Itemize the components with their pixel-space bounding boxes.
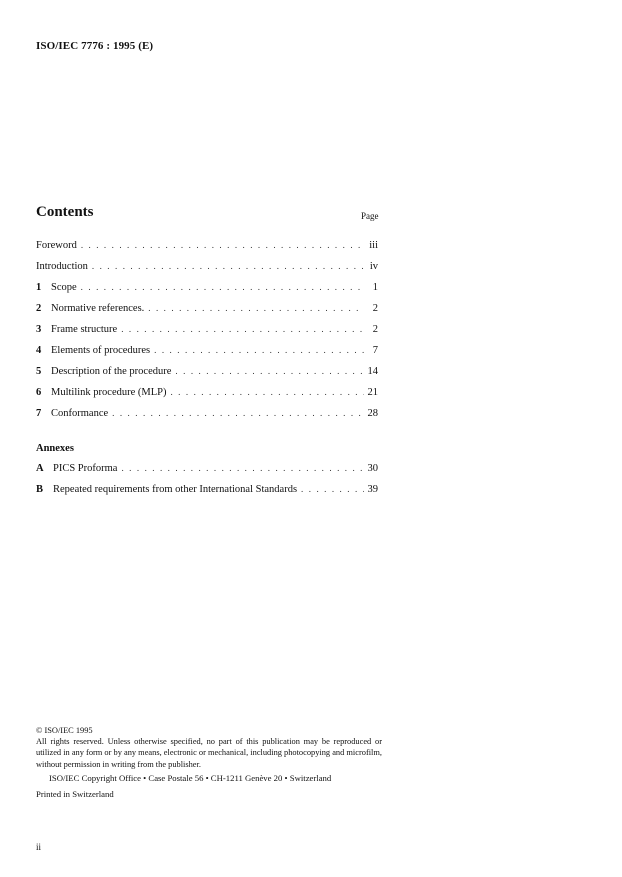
annex-entry-page: 30	[367, 463, 378, 474]
contents-heading: Contents	[36, 204, 94, 220]
leader-dots	[92, 261, 364, 271]
toc-entry-page: 1	[372, 282, 378, 293]
page-number: ii	[36, 842, 42, 852]
toc-entry-title: Elements of procedures	[51, 345, 151, 356]
toc-entry-page: 28	[367, 408, 378, 419]
page-column-label: Page	[361, 211, 379, 221]
toc-entry-title: Foreword	[36, 240, 77, 251]
toc-entry-number: 6	[36, 387, 42, 398]
toc-entry-conformance[interactable]	[36, 408, 378, 429]
toc-entry-page: 14	[367, 366, 378, 377]
leader-dots	[81, 282, 364, 292]
toc-entry-title: Description of the procedure	[51, 366, 172, 377]
toc-entry-number: 4	[36, 345, 42, 356]
toc-entry-title: Multilink procedure (MLP)	[51, 387, 167, 398]
toc-entry-scope[interactable]	[36, 282, 378, 303]
annex-entry-pics-proforma[interactable]	[36, 463, 378, 484]
leader-dots	[170, 387, 363, 397]
annex-entry-repeated-requirements[interactable]	[36, 484, 378, 505]
toc-entry-foreword[interactable]	[36, 240, 378, 261]
toc-entry-number: 5	[36, 366, 42, 377]
toc-entry-elements-of-procedures[interactable]	[36, 345, 378, 366]
rights-statement: All rights reserved. Unless otherwise specified, no part of this publication may be reproduced or utilized in any form or by any means, electronic or mechanical, including photocopying and microfilm, without permission in writing from the publisher.	[36, 737, 382, 769]
annex-entry-letter: A	[36, 463, 44, 474]
toc-entry-title: Scope	[51, 282, 77, 293]
toc-entry-page: iv	[369, 261, 378, 272]
toc-entry-title: Introduction	[36, 261, 88, 272]
table-of-contents	[36, 240, 378, 429]
annex-entry-page: 39	[367, 484, 378, 495]
toc-entry-page: 2	[372, 324, 378, 335]
copyright-notice	[36, 725, 382, 770]
printed-location: Printed in Switzerland	[36, 789, 114, 799]
toc-entry-page: 7	[372, 345, 378, 356]
annex-entry-title: PICS Proforma	[53, 463, 118, 474]
copyright-line: © ISO/IEC 1995	[36, 726, 93, 735]
toc-entry-page: 21	[367, 387, 378, 398]
annexes-heading: Annexes	[36, 443, 74, 454]
annex-entry-title: Repeated requirements from other International Standards	[53, 484, 298, 495]
document-header: ISO/IEC 7776 : 1995 (E)	[36, 40, 154, 52]
toc-entry-number: 1	[36, 282, 42, 293]
leader-dots	[121, 324, 364, 334]
toc-entry-title: Normative references.	[51, 303, 145, 314]
toc-entry-multilink-procedure[interactable]	[36, 387, 378, 408]
leader-dots	[81, 240, 364, 250]
toc-entry-number: 3	[36, 324, 42, 335]
toc-entry-introduction[interactable]	[36, 261, 378, 282]
toc-entry-page: iii	[369, 240, 378, 251]
leader-dots	[154, 345, 364, 355]
leader-dots	[148, 303, 364, 313]
toc-entry-number: 7	[36, 408, 42, 419]
leader-dots	[121, 463, 363, 473]
leader-dots	[112, 408, 363, 418]
copyright-office-address: ISO/IEC Copyright Office • Case Postale 56 • CH-1211 Genève 20 • Switzerland	[49, 773, 332, 783]
toc-entry-frame-structure[interactable]	[36, 324, 378, 345]
annex-entry-letter: B	[36, 484, 44, 495]
toc-entry-normative-references[interactable]	[36, 303, 378, 324]
annex-list	[36, 463, 378, 505]
toc-entry-description-of-procedure[interactable]	[36, 366, 378, 387]
toc-entry-number: 2	[36, 303, 42, 314]
toc-entry-title: Frame structure	[51, 324, 118, 335]
leader-dots	[175, 366, 363, 376]
toc-entry-page: 2	[372, 303, 378, 314]
toc-entry-title: Conformance	[51, 408, 109, 419]
leader-dots	[301, 484, 363, 494]
